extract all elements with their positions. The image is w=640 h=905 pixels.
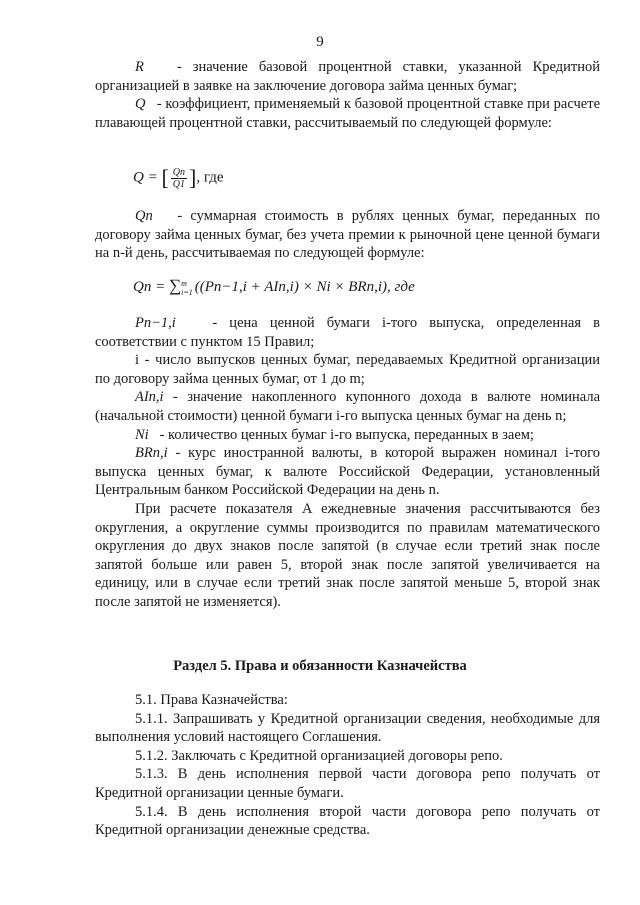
definition-br <box>95 444 600 500</box>
symbol-qn: Qn <box>135 208 153 224</box>
rights-list <box>95 691 600 840</box>
sum-symbol: ∑ <box>168 276 182 295</box>
sum-lower: i=1 <box>181 287 193 297</box>
definitions-block-2 <box>95 207 600 263</box>
rights-item: 5.1.2. Заключать с Кредитной организацией договоры репо. <box>135 747 503 764</box>
section-heading: Раздел 5. Права и обязанности Казначейства <box>173 658 467 674</box>
formula-qn-lhs: Qn = <box>133 279 169 295</box>
formula-q-fraction <box>171 167 187 190</box>
symbol-p: Pn−1,i <box>135 315 176 331</box>
symbol-ai: AIn,i <box>135 389 164 406</box>
rights-item: 5.1.3. В день исполнения первой части договора репо получать от Кредитной организации ценные бумаги. <box>95 766 600 801</box>
definition-r-text: - значение базовой процентной ставки, указанной Кредитной организацией в заявке на заключение договора займа ценных бумаг; <box>95 59 600 94</box>
formula-q-lhs: Q = <box>133 169 162 186</box>
definition-ai <box>95 388 600 425</box>
symbol-br: BRn,i <box>135 445 168 462</box>
definitions-block-1 <box>95 58 600 132</box>
formula-q-denominator: Q1 <box>172 178 186 190</box>
formula-q-tail: , где <box>196 169 224 186</box>
definition-p-text: - цена ценной бумаги i-того выпуска, определенная в соответствии с пунктом 15 Правил; <box>95 315 601 350</box>
formula-qn-body: ((Pn−1,i + AIn,i) × Ni × BRn,i), где <box>194 279 415 295</box>
rights-item: 5.1.1. Запрашивать у Кредитной организации сведения, необходимые для выполнения условий настоящего Соглашения. <box>95 710 600 746</box>
definition-n-text: - количество ценных бумаг i-го выпуска, переданных в заем; <box>159 426 534 443</box>
formula-q-numerator: Qn <box>172 166 186 178</box>
symbol-n: Ni <box>135 426 149 443</box>
symbol-r: R <box>135 59 144 75</box>
definition-r <box>95 58 600 95</box>
definition-br-text: - курс иностранной валюты, в которой выражен номинал i-того выпуска ценных бумаг, к валюте Российской Федерации, установленный Центральным банком Российской Федерации на день n. <box>95 445 601 499</box>
symbol-q: Q <box>135 96 146 113</box>
definition-p <box>95 314 600 351</box>
rights-item: 5.1. Права Казначейства: <box>135 692 288 708</box>
sum-upper: m <box>181 278 187 288</box>
sum-limits <box>181 279 193 297</box>
formula-q: Q = [ $\frac{Qn}{Q1}$ ], где <box>133 165 224 190</box>
definition-qn-text: - суммарная стоимость в рублях ценных бумаг, переданных по договору займа ценных бумаг, без учета премии к рыночной цене ценной бумаги на n-й день, рассчитываемая по следующей формуле: <box>95 208 601 262</box>
definition-i: i - число выпусков ценных бумаг, передаваемых Кредитной организации по договору займа ценных бумаг, от 1 до m; <box>95 352 600 387</box>
definition-q <box>95 95 600 132</box>
definition-ai-text: - значение накопленного купонного дохода в валюте номинала (начальной стоимости) ценной бумаги i-го выпуска ценных бумаг на день n; <box>95 389 601 424</box>
definition-q-text: - коэффициент, применяемый к базовой процентной ставке при расчете плавающей процентной ставки, рассчитываемый по следующей формуле: <box>95 96 601 131</box>
formula-qn <box>133 276 415 297</box>
rounding-paragraph: При расчете показателя A ежедневные значения рассчитываются без округления, а округление суммы производится по правилам математического округления до двух знаков после запятой (в случае если третий знак после запятой больше или равен 5, второй знак после запятой увеличивается на единицу, или в случае если третий знак после запятой меньше 5, второй знак после запятой не изменяется). <box>95 500 600 610</box>
definition-qn <box>95 207 600 263</box>
rights-item: 5.1.4. В день исполнения второй части договора репо получать от Кредитной организации денежные средства. <box>95 803 600 839</box>
definition-n <box>95 426 600 445</box>
definitions-block-3 <box>95 314 600 612</box>
page-number: 9 <box>316 34 324 50</box>
